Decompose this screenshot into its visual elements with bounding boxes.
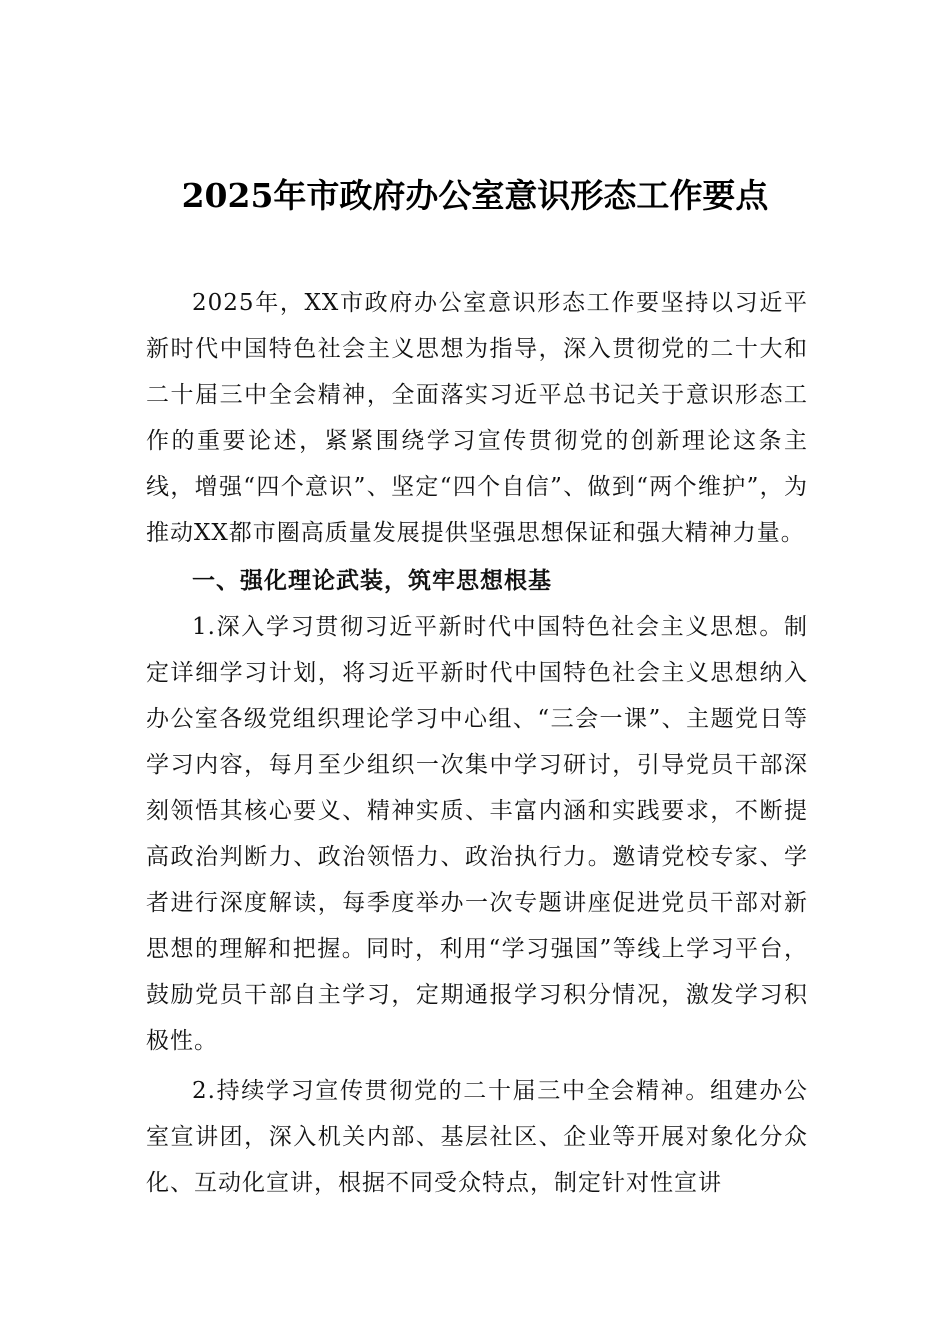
document-body	[146, 280, 808, 1206]
section-heading-1: 一、强化理论武装，筑牢思想根基	[192, 568, 552, 594]
item-paragraph-1: 1.深入学习贯彻习近平新时代中国特色社会主义思想。制定详细学习计划，将习近平新时代中国特色社会主义思想纳入办公室各级党组织理论学习中心组、“三会一课”、主题党日等学习内容，每月至少组织一次集中学习研讨，引导党员干部深刻领悟其核心要义、精神实质、丰富内涵和实践要求，不断提高政治判断力、政治领悟力、政治执行力。邀请党校专家、学者进行深度解读，每季度举办一次专题讲座促进党员干部对新思想的理解和把握。同时，利用“学习强国”等线上学习平台，鼓励党员干部自主学习，定期通报学习积分情况，激发学习积极性。	[146, 614, 808, 1054]
document-title: 2025年市政府办公室意识形态工作要点	[181, 176, 769, 215]
intro-paragraph: 2025年，XX市政府办公室意识形态工作要坚持以习近平新时代中国特色社会主义思想为指导，深入贯彻党的二十大和二十届三中全会精神，全面落实习近平总书记关于意识形态工作的重要论述，紧紧围绕学习宣传贯彻党的创新理论这条主线，增强“四个意识”、坚定“四个自信”、做到“两个维护”，为推动XX都市圈高质量发展提供坚强思想保证和强大精神力量。	[146, 290, 808, 546]
item-paragraph-2: 2.持续学习宣传贯彻党的二十届三中全会精神。组建办公室宣讲团，深入机关内部、基层社区、企业等开展对象化分众化、互动化宣讲，根据不同受众特点，制定针对性宣讲	[146, 1078, 808, 1196]
